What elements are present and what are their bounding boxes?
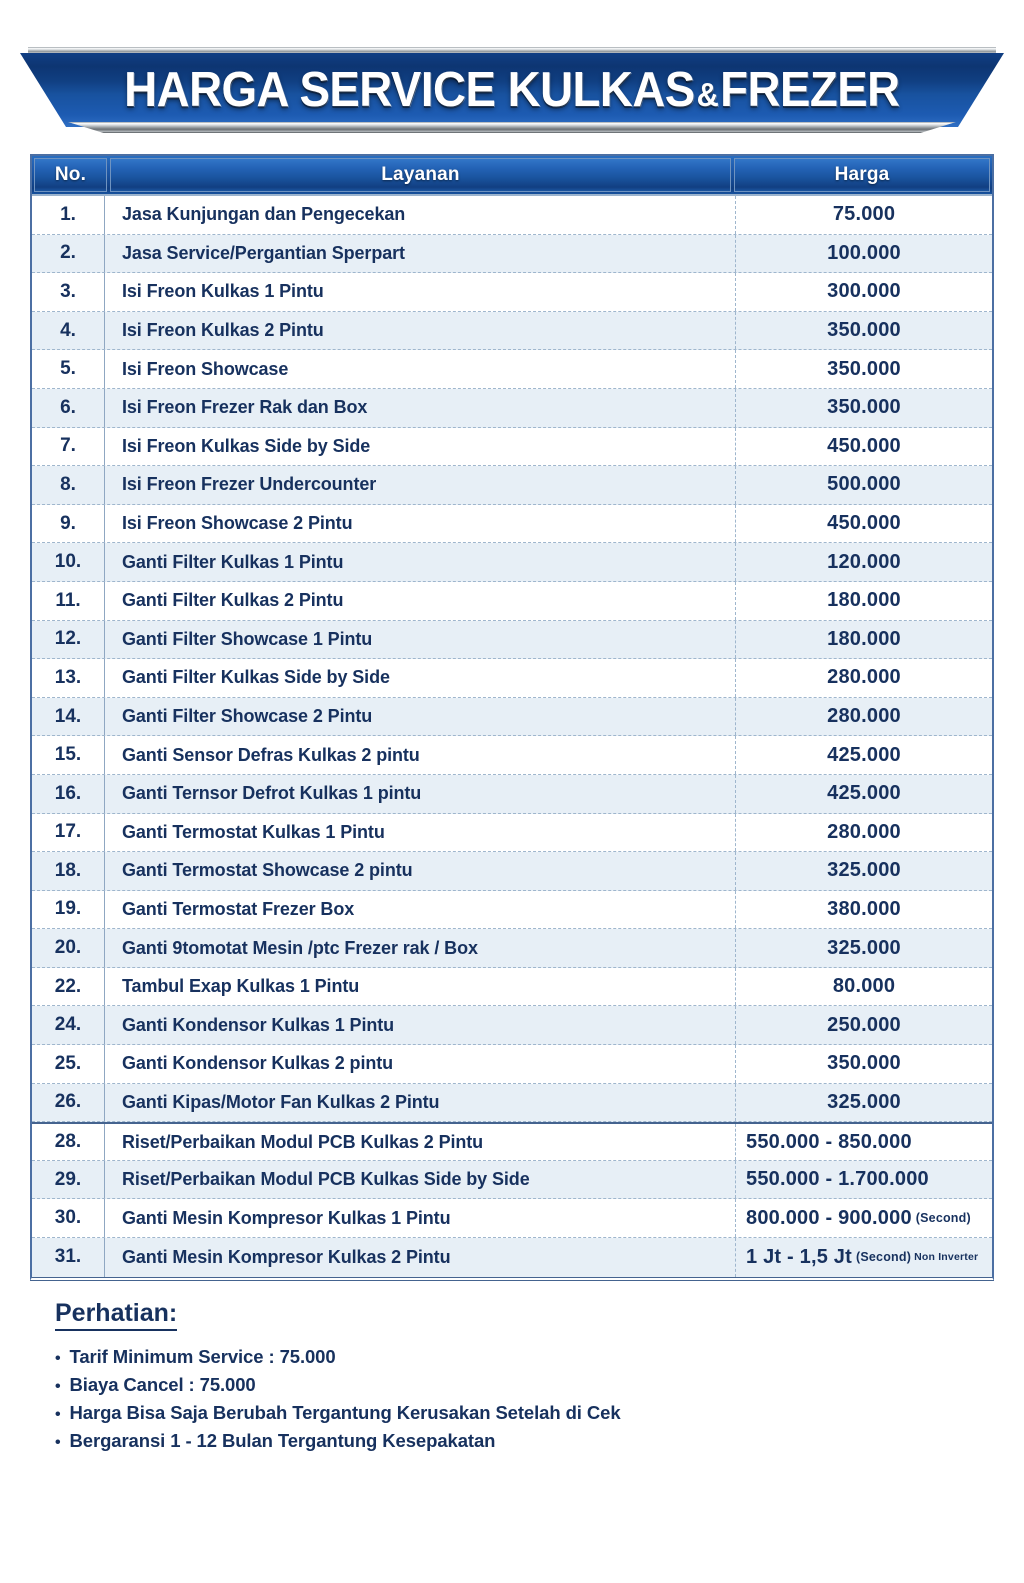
row-price [736, 350, 992, 388]
row-number: 18. [32, 852, 105, 890]
table-row [32, 1199, 992, 1238]
page-title-part2: FREZER [720, 62, 900, 117]
row-price [736, 775, 992, 813]
row-price [736, 389, 992, 427]
row-number: 16. [32, 775, 105, 813]
table-row [32, 1084, 992, 1123]
row-price-value: 300.000 [827, 280, 901, 303]
bullet-icon: • [55, 1405, 61, 1423]
row-price-value: 180.000 [827, 589, 901, 612]
row-price-value: 280.000 [827, 820, 901, 843]
row-price-value: 120.000 [827, 550, 901, 573]
attention-title: Perhatian: [55, 1299, 177, 1331]
row-price [736, 428, 992, 466]
row-price [736, 273, 992, 311]
row-price-value: 280.000 [827, 666, 901, 689]
row-service-name: Isi Freon Frezer Rak dan Box [105, 389, 736, 427]
row-service-name: Jasa Kunjungan dan Pengecekan [105, 196, 736, 234]
row-price [736, 852, 992, 890]
column-header-no: No. [34, 158, 107, 192]
row-number: 5. [32, 350, 105, 388]
column-header-service: Layanan [110, 158, 731, 192]
row-price [736, 1045, 992, 1083]
row-price-value: 75.000 [832, 203, 896, 226]
row-price [736, 1006, 992, 1044]
row-number: 4. [32, 312, 105, 350]
page-title-part1: HARGA SERVICE KULKAS [124, 62, 695, 117]
row-service-name: Ganti Kondensor Kulkas 1 Pintu [105, 1006, 736, 1044]
row-price-value: 380.000 [827, 897, 901, 920]
row-price-value: 325.000 [827, 1090, 901, 1113]
table-row [32, 659, 992, 698]
row-number: 26. [32, 1084, 105, 1122]
row-price-value: 350.000 [827, 1052, 901, 1075]
row-price-value: 800.000 - 900.000 [746, 1206, 912, 1229]
row-price-value: 350.000 [827, 357, 901, 380]
row-number: 8. [32, 466, 105, 504]
table-row [32, 814, 992, 853]
row-number: 11. [32, 582, 105, 620]
row-number: 28. [32, 1124, 105, 1160]
table-row [32, 1238, 992, 1277]
row-service-name: Isi Freon Kulkas 2 Pintu [105, 312, 736, 350]
row-service-name: Riset/Perbaikan Modul PCB Kulkas Side by Side [105, 1161, 736, 1199]
row-number: 7. [32, 428, 105, 466]
table-row [32, 428, 992, 467]
row-service-name: Isi Freon Showcase [105, 350, 736, 388]
row-price-note-secondary: Non Inverter [914, 1251, 979, 1264]
table-row [32, 929, 992, 968]
table-body [32, 196, 992, 1277]
row-service-name: Isi Freon Kulkas 1 Pintu [105, 273, 736, 311]
row-service-name: Isi Freon Kulkas Side by Side [105, 428, 736, 466]
row-service-name: Ganti Sensor Defras Kulkas 2 pintu [105, 736, 736, 774]
row-price-value: 550.000 - 850.000 [746, 1130, 912, 1153]
title-banner [20, 47, 1004, 133]
row-service-name: Ganti Filter Kulkas 2 Pintu [105, 582, 736, 620]
row-service-name: Ganti Mesin Kompresor Kulkas 2 Pintu [105, 1238, 736, 1277]
row-service-name: Ganti Termostat Frezer Box [105, 891, 736, 929]
row-price [736, 1161, 992, 1199]
table-row [32, 736, 992, 775]
row-number: 3. [32, 273, 105, 311]
row-price [736, 1199, 992, 1237]
row-price [736, 814, 992, 852]
row-number: 9. [32, 505, 105, 543]
row-service-name: Ganti Ternsor Defrot Kulkas 1 pintu [105, 775, 736, 813]
banner-title-container [20, 53, 1004, 127]
table-row [32, 698, 992, 737]
page-title-ampersand: & [696, 75, 719, 113]
attention-note [55, 1346, 1024, 1368]
row-number: 20. [32, 929, 105, 967]
row-price [736, 1084, 992, 1122]
row-service-name: Riset/Perbaikan Modul PCB Kulkas 2 Pintu [105, 1124, 736, 1160]
row-price-value: 425.000 [827, 743, 901, 766]
row-price [736, 891, 992, 929]
row-number: 22. [32, 968, 105, 1006]
row-price-value: 550.000 - 1.700.000 [746, 1168, 929, 1191]
price-table [30, 154, 994, 1281]
bullet-icon: • [55, 1433, 61, 1451]
row-service-name: Ganti Filter Showcase 2 Pintu [105, 698, 736, 736]
row-number: 19. [32, 891, 105, 929]
row-service-name: Ganti Filter Showcase 1 Pintu [105, 621, 736, 659]
row-price-value: 450.000 [827, 434, 901, 457]
row-price-value: 450.000 [827, 512, 901, 535]
row-price [736, 929, 992, 967]
row-price [736, 659, 992, 697]
row-service-name: Ganti 9tomotat Mesin /ptc Frezer rak / Box [105, 929, 736, 967]
table-row [32, 891, 992, 930]
row-service-name: Ganti Filter Kulkas Side by Side [105, 659, 736, 697]
table-row [32, 582, 992, 621]
row-number: 2. [32, 235, 105, 273]
table-row [32, 1045, 992, 1084]
row-number: 15. [32, 736, 105, 774]
row-service-name: Ganti Kipas/Motor Fan Kulkas 2 Pintu [105, 1084, 736, 1122]
table-row [32, 543, 992, 582]
row-price-value: 500.000 [827, 473, 901, 496]
attention-note [55, 1374, 1024, 1396]
row-price-value: 100.000 [827, 241, 901, 264]
row-price [736, 466, 992, 504]
row-price-value: 1 Jt - 1,5 Jt [746, 1245, 852, 1268]
row-price-value: 80.000 [832, 975, 896, 998]
row-price [736, 235, 992, 273]
table-row [32, 466, 992, 505]
table-row [32, 389, 992, 428]
table-row [32, 1006, 992, 1045]
bullet-icon: • [55, 1349, 61, 1367]
row-number: 29. [32, 1161, 105, 1199]
row-service-name: Jasa Service/Pergantian Sperpart [105, 235, 736, 273]
attention-note [55, 1402, 1024, 1424]
attention-note [55, 1430, 1024, 1452]
attention-notes-list [55, 1346, 1024, 1452]
row-number: 10. [32, 543, 105, 581]
table-row [32, 273, 992, 312]
attention-note-text: Biaya Cancel : 75.000 [69, 1373, 256, 1395]
row-service-name: Isi Freon Showcase 2 Pintu [105, 505, 736, 543]
attention-note-text: Harga Bisa Saja Berubah Tergantung Kerusakan Setelah di Cek [69, 1401, 621, 1423]
table-row [32, 621, 992, 660]
row-price-value: 250.000 [827, 1013, 901, 1036]
row-price-value: 325.000 [827, 859, 901, 882]
table-row [32, 1122, 992, 1161]
row-number: 24. [32, 1006, 105, 1044]
row-price [736, 1124, 992, 1160]
table-row [32, 1161, 992, 1200]
table-row [32, 196, 992, 235]
row-service-name: Isi Freon Frezer Undercounter [105, 466, 736, 504]
table-row [32, 852, 992, 891]
row-number: 13. [32, 659, 105, 697]
row-service-name: Ganti Filter Kulkas 1 Pintu [105, 543, 736, 581]
banner-bottom-metal-strip [68, 122, 956, 133]
row-service-name: Ganti Kondensor Kulkas 2 pintu [105, 1045, 736, 1083]
row-number: 30. [32, 1199, 105, 1237]
row-price [736, 196, 992, 234]
row-price-value: 325.000 [827, 936, 901, 959]
row-price [736, 968, 992, 1006]
row-service-name: Ganti Termostat Kulkas 1 Pintu [105, 814, 736, 852]
table-header-row [32, 156, 992, 196]
row-price-value: 280.000 [827, 705, 901, 728]
row-number: 31. [32, 1238, 105, 1277]
table-row [32, 235, 992, 274]
row-price [736, 1238, 992, 1277]
row-price [736, 312, 992, 350]
row-number: 25. [32, 1045, 105, 1083]
row-number: 17. [32, 814, 105, 852]
row-price-note: (Second) [915, 1211, 971, 1226]
attention-section [55, 1299, 1024, 1452]
row-price-value: 350.000 [827, 396, 901, 419]
table-row [32, 350, 992, 389]
column-header-price: Harga [734, 158, 990, 192]
row-price [736, 543, 992, 581]
table-row [32, 505, 992, 544]
row-price-note: (Second) [855, 1250, 912, 1265]
row-number: 12. [32, 621, 105, 659]
bullet-icon: • [55, 1377, 61, 1395]
row-price-value: 180.000 [827, 627, 901, 650]
row-number: 1. [32, 196, 105, 234]
table-row [32, 968, 992, 1007]
page-title [124, 62, 900, 117]
table-row [32, 775, 992, 814]
row-service-name: Ganti Termostat Showcase 2 pintu [105, 852, 736, 890]
row-price [736, 582, 992, 620]
row-number: 6. [32, 389, 105, 427]
table-row [32, 312, 992, 351]
row-price [736, 736, 992, 774]
row-service-name: Tambul Exap Kulkas 1 Pintu [105, 968, 736, 1006]
row-price-value: 350.000 [827, 319, 901, 342]
row-price [736, 621, 992, 659]
row-service-name: Ganti Mesin Kompresor Kulkas 1 Pintu [105, 1199, 736, 1237]
row-price [736, 505, 992, 543]
row-price [736, 698, 992, 736]
row-number: 14. [32, 698, 105, 736]
attention-note-text: Tarif Minimum Service : 75.000 [69, 1345, 336, 1367]
row-price-value: 425.000 [827, 782, 901, 805]
attention-note-text: Bergaransi 1 - 12 Bulan Tergantung Kesepakatan [69, 1429, 496, 1451]
